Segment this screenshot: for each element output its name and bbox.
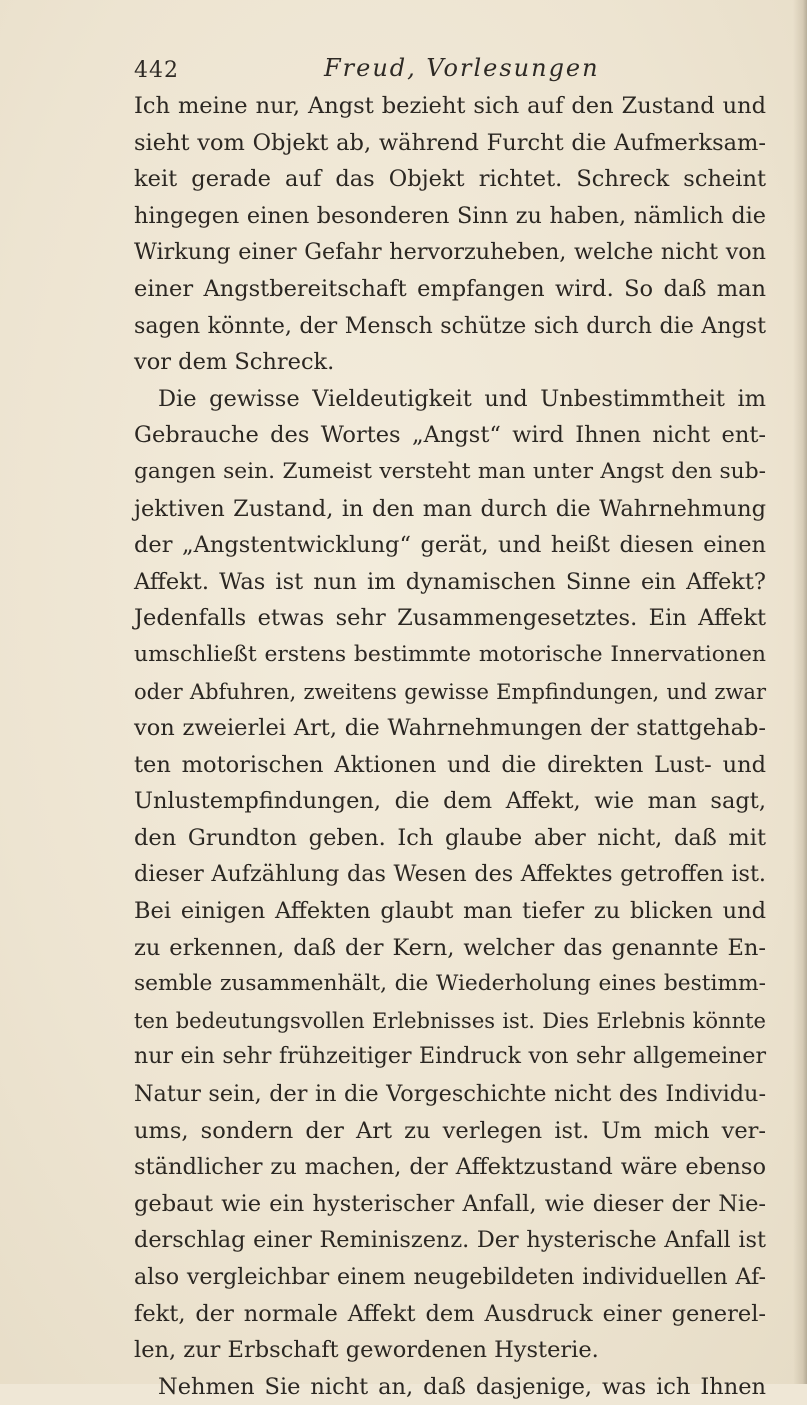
text-line: fekt, der normale Affekt dem Ausdruck einer generel- (134, 1300, 766, 1327)
body-text (134, 88, 766, 1405)
page-number: 442 (134, 58, 179, 83)
paragraph-start-line: Die gewisse Vieldeutigkeit und Unbestimmtheit im (158, 385, 766, 412)
text-line: der „Angstentwicklung“ gerät, und heißt diesen einen (134, 532, 766, 559)
text-line: Jedenfalls etwas sehr Zusammengesetztes. Ein Affekt (134, 605, 766, 632)
page-edge-shadow (793, 0, 807, 1384)
text-line: jektiven Zustand, in den man durch die Wahrnehmung (134, 495, 766, 522)
text-line: oder Abfuhren, zweitens gewisse Empfindungen, und zwar (134, 678, 766, 704)
text-line: gangen sein. Zumeist versteht man unter Angst den sub- (134, 458, 766, 484)
text-line: also vergleichbar einem neugebildeten individuellen Af- (134, 1264, 766, 1290)
text-line: dieser Aufzählung das Wesen des Affektes getroffen ist. (134, 861, 766, 888)
running-head: Freud, Vorlesungen (324, 54, 600, 82)
text-line: zu erkennen, daß der Kern, welcher das genannte En- (134, 934, 766, 961)
text-line: nur ein sehr frühzeitiger Eindruck von sehr allgemeiner (134, 1044, 766, 1070)
text-line: derschlag einer Reminiszenz. Der hysterische Anfall ist (134, 1227, 766, 1254)
text-line: hingegen einen besonderen Sinn zu haben, nämlich die (134, 202, 766, 229)
text-line: Wirkung einer Gefahr hervorzuheben, welche nicht von (134, 239, 766, 266)
paragraph-start-line: Nehmen Sie nicht an, daß dasjenige, was ich Ihnen (158, 1373, 766, 1400)
text-line: Unlustempfindungen, die dem Affekt, wie man sagt, (134, 788, 766, 815)
text-line: ten bedeutungsvollen Erlebnisses ist. Dies Erlebnis könnte (134, 1007, 766, 1033)
text-line: gebaut wie ein hysterischer Anfall, wie dieser der Nie- (134, 1190, 766, 1217)
page-header (134, 54, 774, 90)
text-line: keit gerade auf das Objekt richtet. Schreck scheint (134, 166, 766, 193)
text-line: von zweierlei Art, die Wahrnehmungen der stattgehab- (134, 715, 766, 742)
text-line: Gebrauche des Wortes „Angst“ wird Ihnen nicht ent- (134, 422, 766, 449)
text-line: semble zusammenhält, die Wiederholung eines bestimm- (134, 971, 766, 997)
text-line: Affekt. Was ist nun im dynamischen Sinne ein Affekt? (134, 568, 766, 595)
text-line: den Grundton geben. Ich glaube aber nicht, daß mit (134, 824, 766, 851)
text-line: sagen könnte, der Mensch schütze sich durch die Angst (134, 312, 766, 339)
paragraph-end-line: vor dem Schreck. (134, 349, 335, 376)
text-line: umschließt erstens bestimmte motorische Innervationen (134, 641, 766, 667)
text-line: einer Angstbereitschaft empfangen wird. So daß man (134, 275, 766, 302)
text-line: ten motorischen Aktionen und die direkten Lust- und (134, 751, 766, 778)
text-line: Bei einigen Affekten glaubt man tiefer zu blicken und (134, 898, 766, 925)
text-line: Natur sein, der in die Vorgeschichte nicht des Individu- (134, 1081, 766, 1108)
text-line: Ich meine nur, Angst bezieht sich auf den Zustand und (134, 93, 766, 119)
text-line: sieht vom Objekt ab, während Furcht die Aufmerksam- (134, 129, 766, 156)
text-line: ums, sondern der Art zu verlegen ist. Um mich ver- (134, 1117, 766, 1144)
text-line: ständlicher zu machen, der Affektzustand wäre ebenso (134, 1154, 766, 1181)
paragraph-end-line: len, zur Erbschaft gewordenen Hysterie. (134, 1337, 599, 1364)
